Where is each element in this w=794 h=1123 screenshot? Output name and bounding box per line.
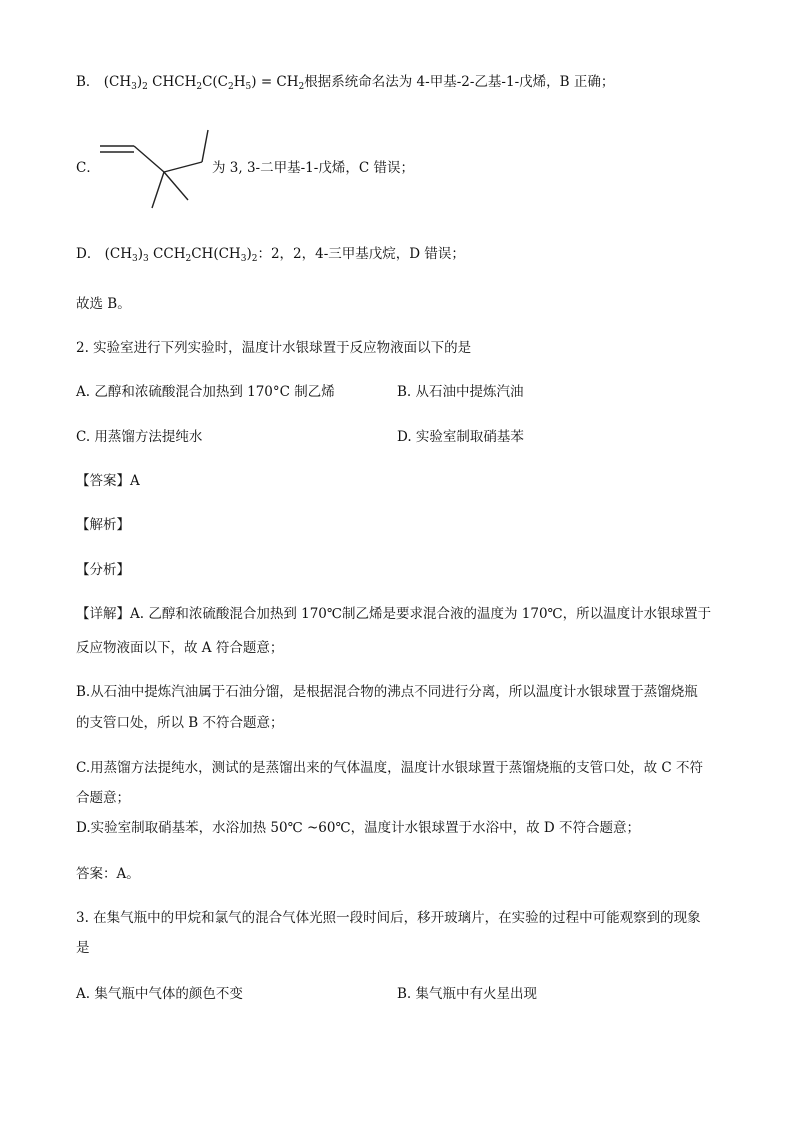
question-2-option-c: C. 用蒸馏方法提纯水 [76, 429, 203, 445]
option-d-text: ：2，2，4-三甲基戊烷，D 错误； [257, 246, 465, 262]
bond-c3-methyl-2 [164, 172, 188, 200]
question-2-option-a: A. 乙醇和浓硫酸混合加热到 170°C 制乙烯 [76, 384, 335, 400]
option-b-line [76, 72, 614, 97]
analysis-label: 【解析】 [76, 517, 130, 533]
choose-b-text: 故选 B。 [76, 296, 131, 312]
bond-c4-c5 [202, 130, 208, 162]
question-2-option-d: D. 实验室制取硝基苯 [397, 429, 524, 445]
bond-c2-c3 [134, 146, 164, 172]
detail-line-3: B.从石油中提炼汽油属于石油分馏，是根据混合物的沸点不同进行分离，所以温度计水银球置于蒸馏烧瓶 [76, 684, 698, 700]
answer-label: 【答案】A [76, 473, 140, 489]
question-3-stem-line-2: 是 [76, 940, 90, 956]
option-b-formula: $(CH_3)_2$ $CHCH_2C(C_2H_5) = CH_2$ [103, 74, 305, 92]
question-3-stem-line-1: 3. 在集气瓶中的甲烷和氯气的混合气体光照一段时间后，移开玻璃片，在实验的过程中可能观察到的现象 [76, 910, 701, 926]
bond-c3-c4 [164, 162, 202, 172]
question-3-option-a: A. 集气瓶中气体的颜色不变 [76, 986, 243, 1002]
option-c-label: C． [76, 160, 100, 176]
detail-line-7: D.实验室制取硝基苯，水浴加热 50℃ ~60℃，温度计水银球置于水浴中，故 D 不符合题意； [76, 820, 640, 836]
option-b-text: 根据系统命名法为 4-甲基-2-乙基-1-戊烯，B 正确； [304, 74, 615, 90]
detail-line-6: 合题意； [76, 790, 130, 806]
fenxi-label: 【分析】 [76, 562, 130, 578]
question-3-option-b: B. 集气瓶中有火星出现 [397, 986, 538, 1002]
question-2-option-b: B. 从石油中提炼汽油 [397, 384, 524, 400]
bond-c3-methyl-1 [152, 172, 164, 208]
option-c-text: 为 3, 3-二甲基-1-戊烯，C 错误； [212, 160, 414, 176]
final-answer: 答案：A。 [76, 866, 140, 882]
option-d-formula: $(CH_3)_3$ $CCH_2CH(CH_3)_2$ [104, 246, 258, 264]
detail-line-5: C.用蒸馏方法提纯水，测试的是蒸馏出来的气体温度，温度计水银球置于蒸馏烧瓶的支管口处，故 C 不符 [76, 760, 704, 776]
option-d-label: D． [76, 246, 101, 262]
skeletal-structure-diagram [96, 126, 216, 212]
detail-line-1: 【详解】A. 乙醇和浓硫酸混合加热到 170℃制乙烯是要求混合液的温度为 170℃，所以温度计水银球置于 [76, 606, 712, 622]
detail-line-4: 的支管口处，所以 B 不符合题意； [76, 715, 284, 731]
option-b-label: B． [76, 74, 100, 90]
option-d-line [76, 244, 465, 269]
detail-line-2: 反应物液面以下，故 A 符合题意； [76, 640, 284, 656]
question-2-stem: 2. 实验室进行下列实验时，温度计水银球置于反应物液面以下的是 [76, 340, 472, 356]
